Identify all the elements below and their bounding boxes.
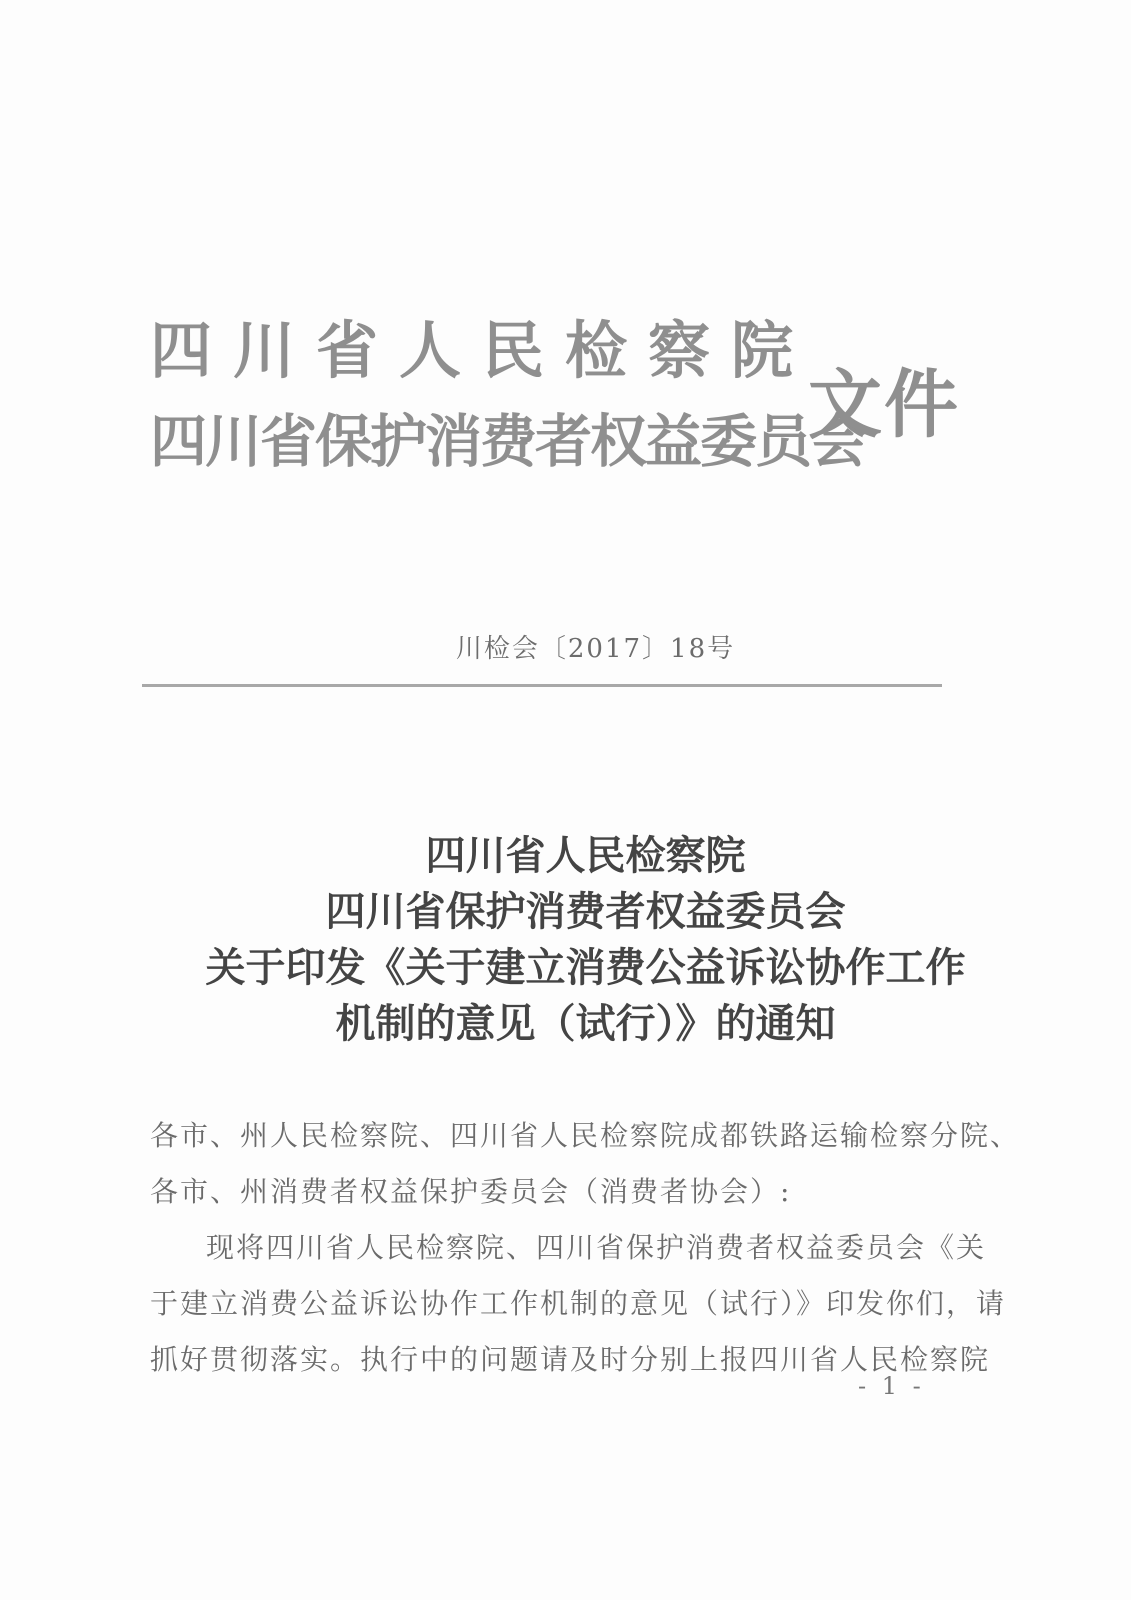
document-body: [150, 1108, 1021, 1388]
issuer-name-consumer-committee: 四川省保护消费者权益委员会: [150, 409, 865, 475]
body-paragraph-line: 现将四川省人民检察院、四川省保护消费者权益委员会《关: [206, 1231, 987, 1264]
body-paragraph-line: 于建立消费公益诉讼协作工作机制的意见（试行）》印发你们，请: [150, 1287, 1007, 1320]
issuer-name-procuratorate: 四川省人民检察院: [150, 314, 815, 387]
body-paragraph-line: 抓好贯彻落实。执行中的问题请及时分别上报四川省人民检察院: [150, 1343, 991, 1376]
title-line: 四川省人民检察院: [425, 832, 746, 879]
title-line: 四川省保护消费者权益委员会: [325, 888, 846, 935]
document-title: [0, 828, 1131, 1052]
addressee-line: 各市、州消费者权益保护委员会（消费者协会）:: [150, 1175, 792, 1208]
page-number: - 1 -: [858, 1372, 925, 1400]
title-line: 机制的意见（试行）》的通知: [335, 1000, 836, 1047]
issuer-block: [150, 314, 865, 475]
document-type-label: 文件: [808, 362, 960, 448]
header-divider: [142, 684, 942, 687]
document-number: 川检会〔2017〕18号: [455, 634, 736, 664]
addressee-line: 各市、州人民检察院、四川省人民检察院成都铁路运输检察分院、: [150, 1119, 1021, 1152]
title-line: 关于印发《关于建立消费公益诉讼协作工作: [205, 944, 966, 991]
